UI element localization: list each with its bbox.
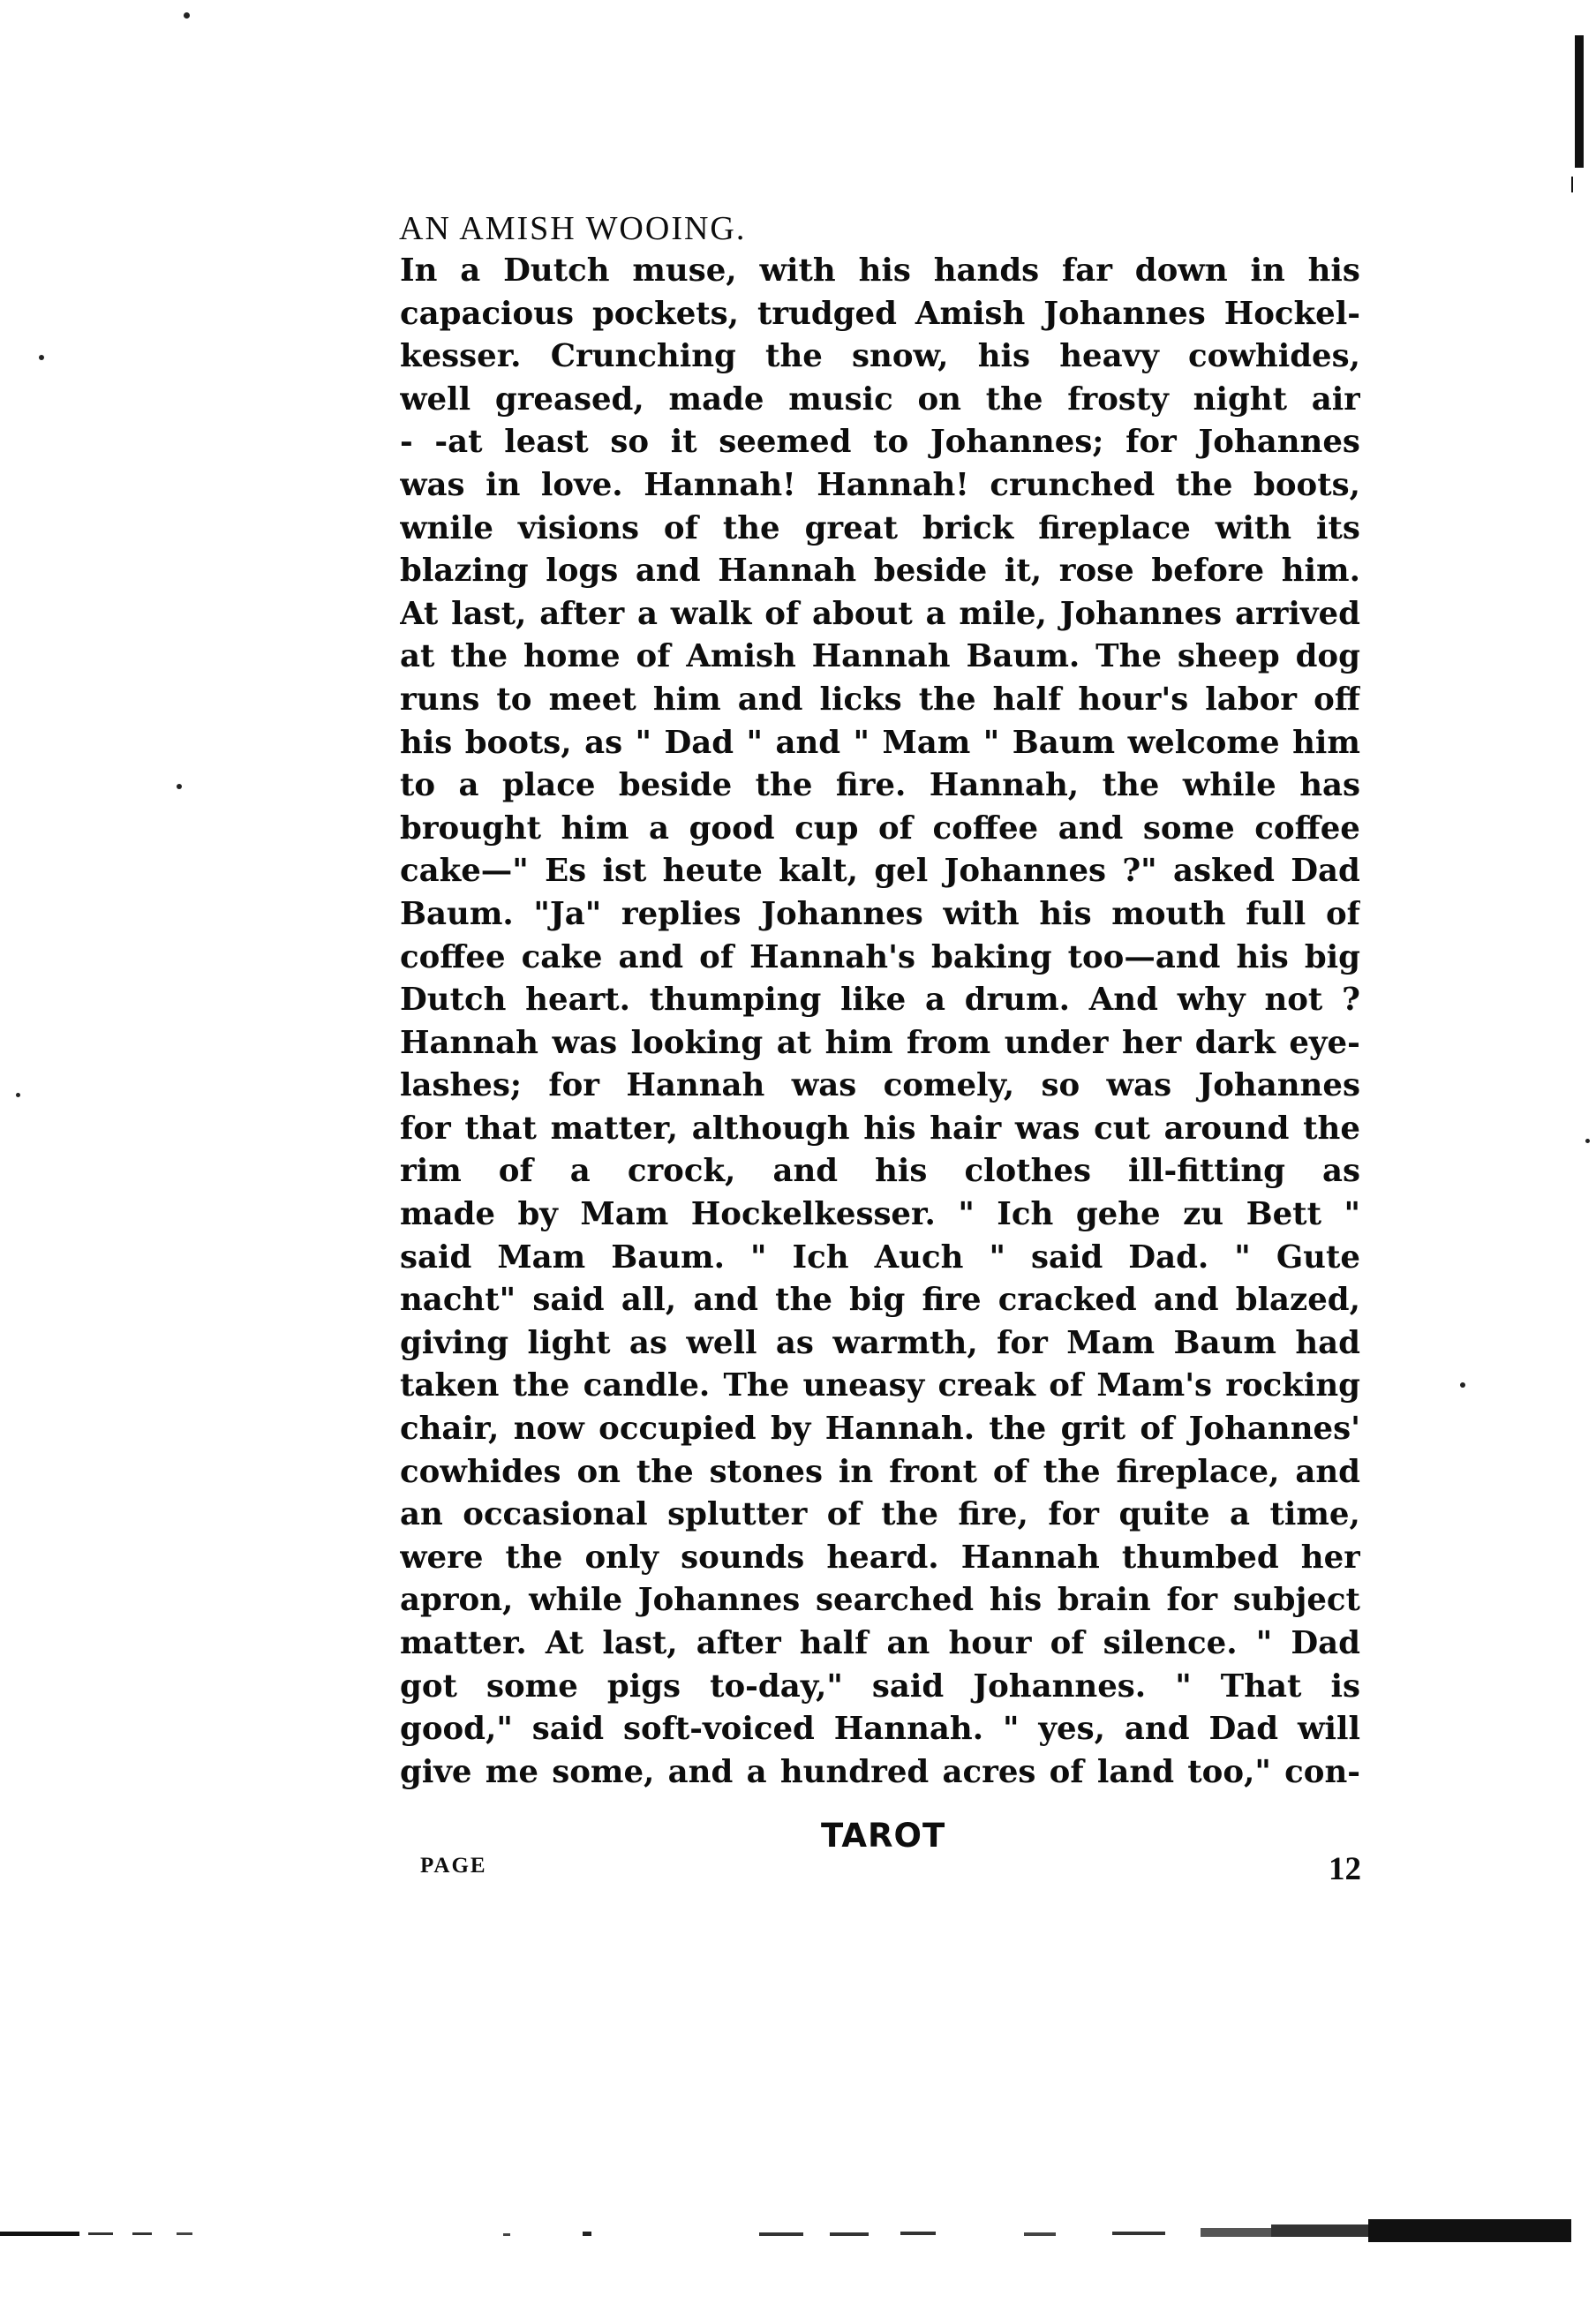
footer-page-label: PAGE <box>420 1854 487 1878</box>
article-line: nacht" said all, and the big fire cracked and blazed, <box>400 1282 1360 1319</box>
article-line: In a Dutch muse, with his hands far down in his <box>400 252 1360 289</box>
article-line: rim of a crock, and his clothes ill-fitting as <box>400 1153 1360 1190</box>
footer-publication-name: TAROT <box>821 1817 946 1855</box>
article-line: well greased, made music on the frosty night air <box>400 380 1360 418</box>
scan-speck <box>39 355 44 360</box>
article-line: made by Mam Hockelkesser. " Ich gehe zu Bett " <box>400 1196 1360 1233</box>
article-line: Baum. "Ja" replies Johannes with his mouth full of <box>400 895 1360 932</box>
article-line: Hannah was looking at him from under her dark eye- <box>400 1024 1360 1061</box>
article-line: were the only sounds heard. Hannah thumbed her <box>400 1539 1360 1576</box>
article-title: AN AMISH WOOING. <box>399 210 747 248</box>
article-line: got some pigs to-day," said Johannes. " That is <box>400 1667 1360 1705</box>
article-line: good," said soft-voiced Hannah. " yes, and Dad will <box>400 1711 1360 1748</box>
article-line: coffee cake and of Hannah's baking too—and his big <box>400 938 1360 975</box>
scan-edge-mark <box>1575 35 1584 168</box>
article-line: at the home of Amish Hannah Baum. The sheep dog <box>400 638 1360 675</box>
article-line: said Mam Baum. " Ich Auch " said Dad. " Gute <box>400 1238 1360 1276</box>
article-body <box>400 250 1360 1794</box>
scan-speck <box>1585 1139 1590 1143</box>
scan-speck <box>16 1093 20 1097</box>
article-line: giving light as well as warmth, for Mam Baum had <box>400 1324 1360 1361</box>
article-line: his boots, as " Dad " and " Mam " Baum welcome him <box>400 724 1360 761</box>
article-line: wnile visions of the great brick fireplace with its <box>400 509 1360 546</box>
article-line: - -at least so it seemed to Johannes; for Johannes <box>400 424 1360 461</box>
article-line: taken the candle. The uneasy creak of Mam's rocking <box>400 1367 1360 1404</box>
article-line: cake—" Es ist heute kalt, gel Johannes ?" asked Dad <box>400 853 1360 890</box>
scan-speck <box>184 12 190 19</box>
article-line: lashes; for Hannah was comely, so was Johannes <box>400 1067 1360 1104</box>
article-line: capacious pockets, trudged Amish Johannes Hockel- <box>400 295 1360 332</box>
scan-speck <box>177 784 182 789</box>
scan-edge-tick <box>1571 177 1573 192</box>
article-line: for that matter, although his hair was cut around the <box>400 1110 1360 1147</box>
article-line: cowhides on the stones in front of the fireplace, and <box>400 1453 1360 1490</box>
article-line: an occasional splutter of the fire, for quite a time, <box>400 1496 1360 1533</box>
article-line: kesser. Crunching the snow, his heavy cowhides, <box>400 338 1360 375</box>
article-line: runs to meet him and licks the half hour's labor off <box>400 681 1360 718</box>
article-line: blazing logs and Hannah beside it, rose before him. <box>400 553 1360 590</box>
article-line: was in love. Hannah! Hannah! crunched the boots, <box>400 466 1360 503</box>
footer-page-number: 12 <box>1329 1851 1361 1887</box>
scan-noise-strip <box>0 2214 1596 2249</box>
article-line: brought him a good cup of coffee and some coffee <box>400 809 1360 847</box>
article-line: Dutch heart. thumping like a drum. And why not ? <box>400 982 1360 1019</box>
article-line: matter. At last, after half an hour of silence. " Dad <box>400 1625 1360 1661</box>
article-line: give me some, and a hundred acres of land too," con- <box>400 1753 1360 1790</box>
article-line: At last, after a walk of about a mile, Johannes arrived <box>400 595 1360 632</box>
article-line: apron, while Johannes searched his brain for subject <box>400 1582 1360 1619</box>
article-line: chair, now occupied by Hannah. the grit of Johannes' <box>400 1411 1360 1448</box>
article-line: to a place beside the fire. Hannah, the while has <box>400 767 1360 804</box>
scan-speck <box>1460 1382 1465 1388</box>
